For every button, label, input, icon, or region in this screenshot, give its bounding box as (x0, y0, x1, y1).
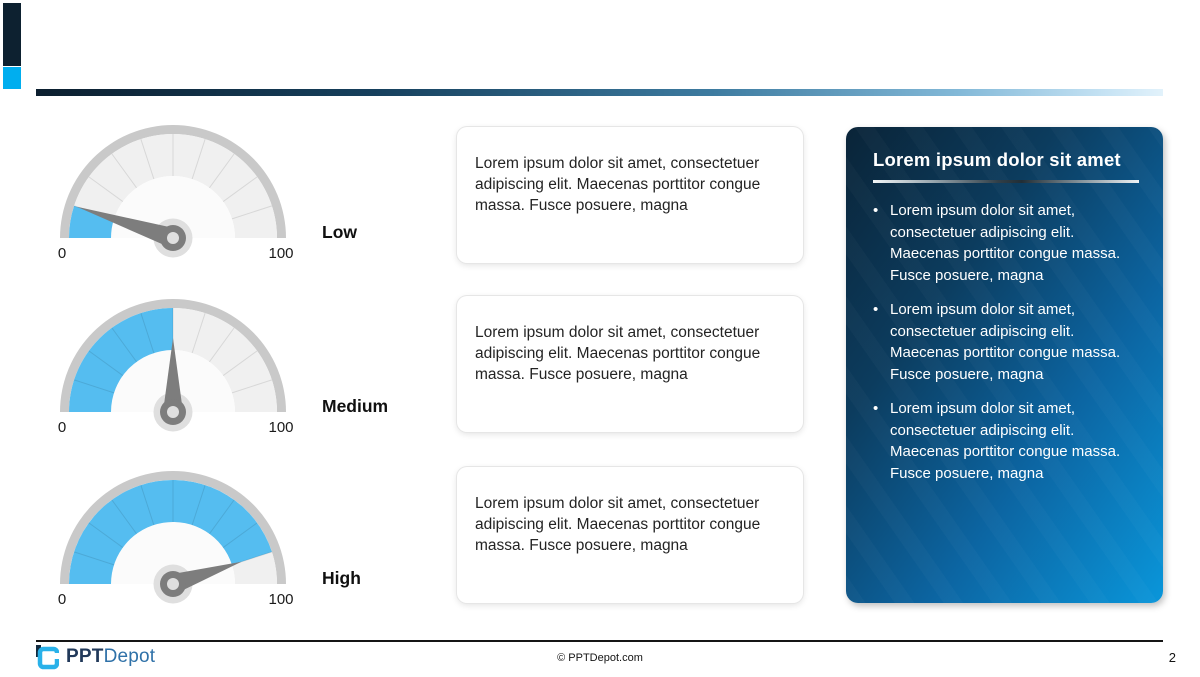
logo-text-depot: Depot (103, 646, 156, 667)
gauge-chart-high (50, 471, 296, 611)
panel-bullet-item (873, 299, 1139, 385)
panel-bullet-list (873, 200, 1139, 484)
text-card-high (457, 467, 803, 603)
gauge-min-label: 0 (57, 419, 67, 436)
text-card-low (457, 127, 803, 263)
accent-bar-dark (3, 3, 21, 66)
gauge-max-label: 100 (268, 591, 294, 608)
gauge-label-high: High (322, 568, 361, 588)
panel-bullet-item (873, 398, 1139, 484)
bullet-icon: • (873, 301, 879, 319)
header-gradient-bar (36, 89, 1163, 96)
gauge-max-label: 100 (268, 419, 294, 436)
gauge-chart-medium (50, 299, 296, 439)
card-text: Lorem ipsum dolor sit amet, consectetuer adipiscing elit. Maecenas porttitor congue massa. Fusce posuere, magna (475, 324, 761, 383)
gauge-label-medium: Medium (322, 396, 389, 416)
panel-separator (873, 180, 1139, 183)
gauge-max-label: 100 (268, 245, 294, 262)
panel-bullet-text: Lorem ipsum dolor sit amet, consectetuer adipiscing elit. Maecenas porttitor congue massa. Fusce posuere, magna (890, 400, 1121, 482)
footer-divider (36, 640, 1163, 642)
logo-text-ppt: PPT (66, 646, 104, 667)
page-number: 2 (1168, 650, 1176, 665)
panel-bullet-item (873, 200, 1139, 286)
bullet-icon: • (873, 202, 879, 220)
card-text: Lorem ipsum dolor sit amet, consectetuer adipiscing elit. Maecenas porttitor congue massa. Fusce posuere, magna (475, 495, 761, 554)
highlight-panel (846, 127, 1163, 603)
gauge-label-low: Low (322, 222, 357, 242)
gauge-chart-low (50, 125, 296, 265)
gauge-min-label: 0 (57, 591, 67, 608)
bullet-icon: • (873, 400, 879, 418)
footer-copyright: © PPTDepot.com (557, 652, 643, 664)
panel-bullet-text: Lorem ipsum dolor sit amet, consectetuer adipiscing elit. Maecenas porttitor congue massa. Fusce posuere, magna (890, 301, 1121, 383)
panel-title: Lorem ipsum dolor sit amet (873, 149, 1121, 170)
gauge-min-label: 0 (57, 245, 67, 262)
text-card-medium (457, 296, 803, 432)
card-text: Lorem ipsum dolor sit amet, consectetuer adipiscing elit. Maecenas porttitor congue massa. Fusce posuere, magna (475, 155, 761, 214)
panel-bullet-text: Lorem ipsum dolor sit amet, consectetuer adipiscing elit. Maecenas porttitor congue massa. Fusce posuere, magna (890, 202, 1121, 284)
accent-square-blue (3, 67, 21, 89)
